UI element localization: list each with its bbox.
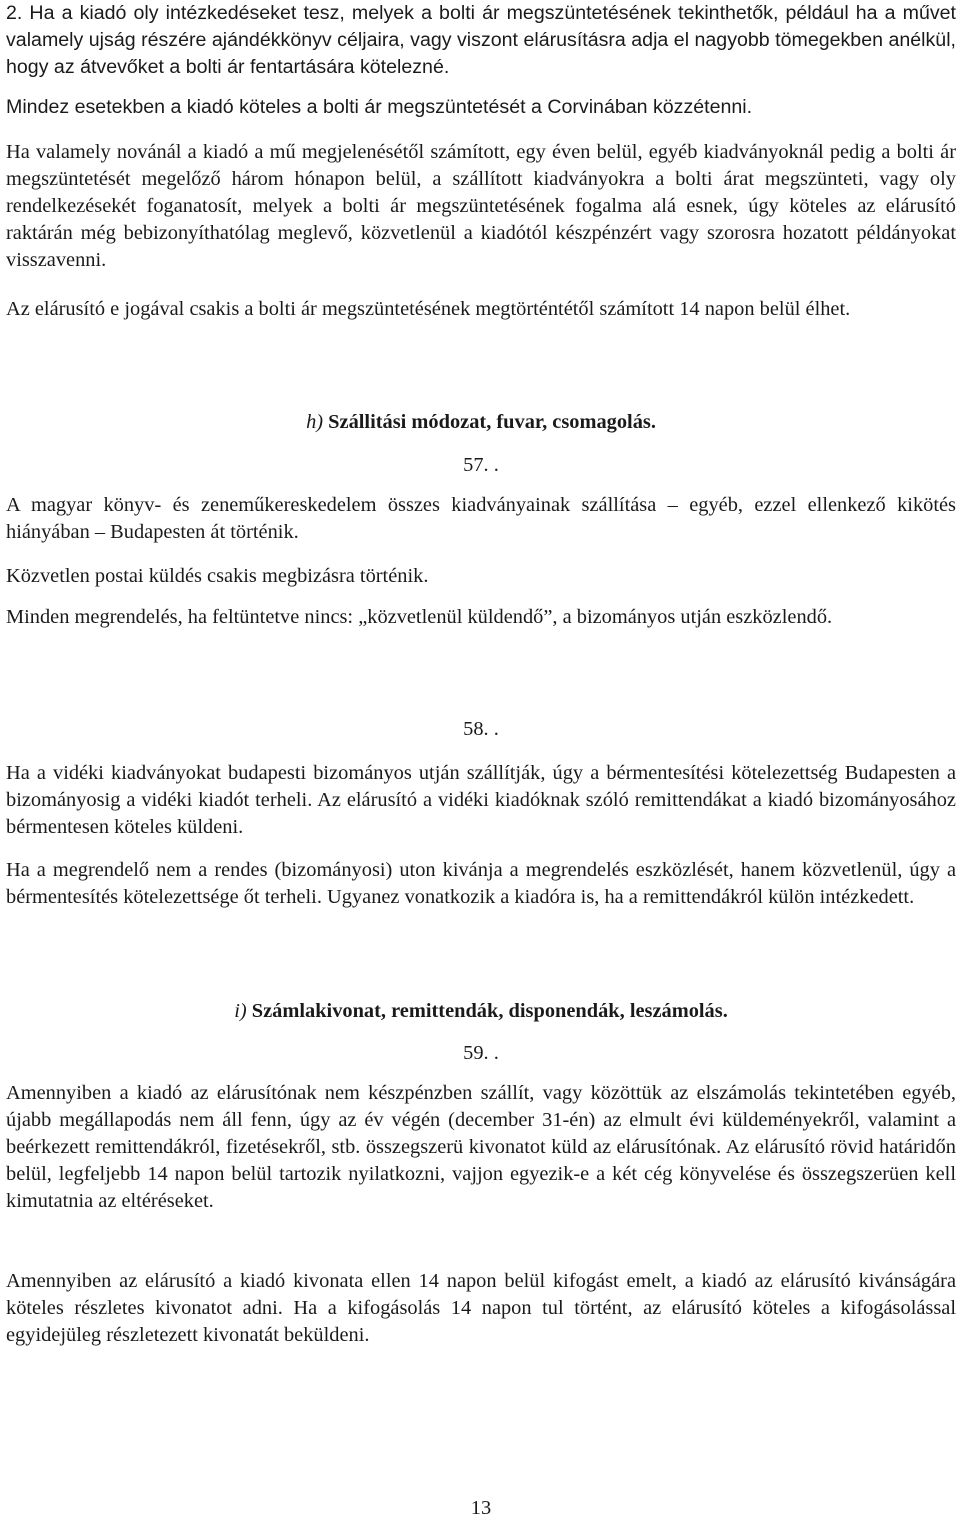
page-number: 13 (470, 1497, 492, 1519)
s59-p1-text: Amennyiben a kiadó az elárusítónak nem készpénzben szállít, vagy közöttük az elszámolás tekintetében egyéb, újabb megállapodás nem áll fenn, úgy az év végén (december 31-én) az elmult évi küldeményekről, valamint a beérkezett remittendákról, fizetésekről, stb. összegszerü kivonatot küld az elárusítónak. Az elárusító rövid határidőn belül, legfeljebb 14 napon belül tartozik nyilatkozni, vajjon egyezik-e a két cég könyvelése és összegszerüen kell kimutatnia az eltéréseket. (6, 1082, 956, 1212)
paragraph-57-3 (6, 604, 956, 631)
az-elarusito-text: Az elárusító e jogával csakis a bolti ár megszüntetésének megtörténtétől számított 14 napon belül élhet. (6, 298, 851, 320)
s58-p2-text: Ha a megrendelő nem a rendes (bizományosi) uton kivánja a megrendelés eszközlését, hanem közvetlenül, úgy a bérmentesítés kötelezettsége őt terheli. Ugyanez vonatkozik a kiadóra is, ha a remittendákról külön intézkedett. (6, 859, 956, 908)
section-number-57: 57. . (463, 454, 499, 476)
section-i-letter: i) (234, 1000, 247, 1022)
paragraph-57-2 (6, 563, 956, 590)
document-page (6, 0, 956, 1525)
section-i-title: Számlakivonat, remittendák, disponendák, leszámolás. (251, 1000, 728, 1022)
paragraph-mindez (6, 94, 956, 121)
section-number-58: 58. . (463, 718, 499, 740)
section-h-letter: h) (306, 411, 324, 433)
section-heading-h (6, 409, 956, 436)
s57-p3-text: Minden megrendelés, ha feltüntetve nincs: „közvetlenül küldendő”, a bizományos utján eszközlendő. (6, 606, 833, 628)
s59-p2-text: Amennyiben az elárusító a kiadó kivonata ellen 14 napon belül kifogást emelt, a kiadó az elárusító kivánságára köteles részletes kivonatot adni. Ha a kifogásolás 14 napon tul történt, az elárusító köteles a kifogásolással egyidejüleg részletezett kivonatát beküldeni. (6, 1270, 956, 1346)
paragraph-az-elarusito (6, 296, 956, 323)
section-h-title: Szállitási módozat, fuvar, csomagolás. (328, 411, 656, 433)
paragraph-59-1 (6, 1080, 956, 1215)
paragraph-58-2 (6, 857, 956, 911)
mindez-text: Mindez esetekben a kiadó köteles a bolti ár megszüntetését a Corvinában közzétenni. (6, 96, 753, 118)
section-number-59: 59. . (463, 1042, 499, 1064)
paragraph-58-1 (6, 760, 956, 841)
s57-p2-text: Közvetlen postai küldés csakis megbizásra történik. (6, 565, 429, 587)
paragraph-item-2 (6, 0, 956, 81)
paragraph-59-2 (6, 1268, 956, 1349)
section-heading-i (6, 998, 956, 1025)
ha-valamely-text: Ha valamely novánál a kiadó a mű megjelenésétől számított, egy éven belül, egyéb kiadványoknál pedig a bolti ár megszüntetését megelőző három hónapon belül, a szállított kiadványokra a bolti árat megszünteti, vagy oly rendelkezésekét foganatosít, melyek a bolti ár megszüntetésének fogalma alá esnek, úgy köteles az elárusító raktárán még bebizonyíthatólag meglevő, közvetlenül a kiadótól készpénzért vagy szorosra hozatott példányokat visszavenni. (6, 141, 956, 271)
s58-p1-text: Ha a vidéki kiadványokat budapesti bizományos utján szállítják, úgy a bérmentesítési kötelezettség Budapesten a bizományosig a vidéki kiadót terheli. Az elárusító a vidéki kiadóknak szóló remittendákat a kiadó bizományosához bérmentesen köteles küldeni. (6, 762, 956, 838)
s57-p1-text: A magyar könyv- és zeneműkereskedelem összes kiadványainak szállítása – egyéb, ezzel ellenkező kikötés hiányában – Budapesten át történik. (6, 494, 956, 543)
paragraph-57-1 (6, 492, 956, 546)
item-2-text: 2. Ha a kiadó oly intézkedéseket tesz, melyek a bolti ár megszüntetésének tekinthetők, például ha a művet valamely ujság részére ajándékkönyv céljaira, vagy viszont elárusításra adja el nagyobb tömegekben anélkül, hogy az átvevőket a bolti ár fentartására kötelezné. (6, 2, 956, 78)
paragraph-ha-valamely (6, 139, 956, 274)
